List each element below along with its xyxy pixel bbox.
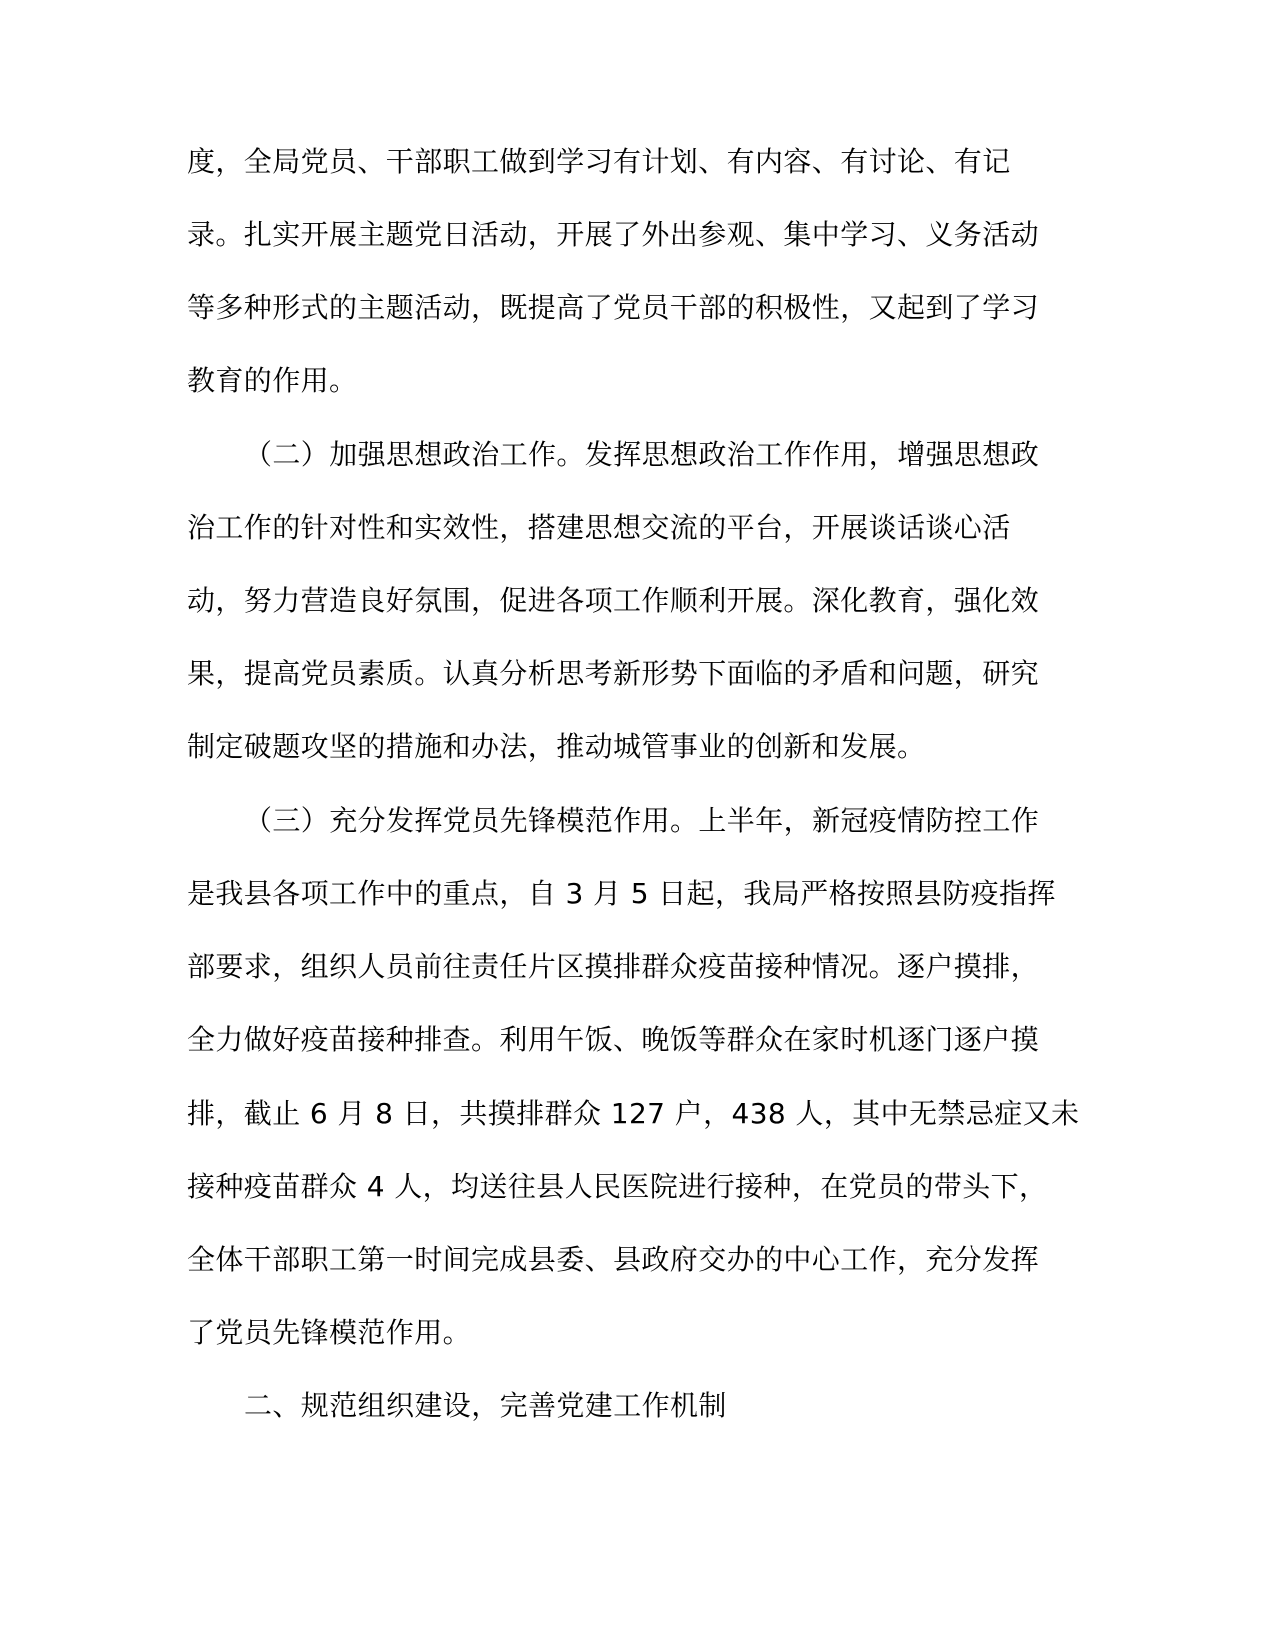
text-line: 教育的作用。	[187, 364, 358, 397]
text-line: 度，全局党员、干部职工做到学习有计划、有内容、有讨论、有记	[187, 145, 1011, 178]
text-line: （三）充分发挥党员先锋模范作用。上半年，新冠疫情防控工作	[244, 804, 1040, 837]
text-line: 部要求，组织人员前往责任片区摸排群众疫苗接种情况。逐户摸排，	[187, 950, 1040, 983]
text-line: 接种疫苗群众 4 人，均送往县人民医院进行接种，在党员的带头下，	[187, 1170, 1048, 1203]
text-line: 了党员先锋模范作用。	[187, 1316, 472, 1349]
text-line: 动，努力营造良好氛围，促进各项工作顺利开展。深化教育，强化效	[187, 584, 1040, 617]
text-line: 制定破题攻坚的措施和办法，推动城管事业的创新和发展。	[187, 730, 926, 763]
text-line: （二）加强思想政治工作。发挥思想政治工作作用，增强思想政	[244, 438, 1040, 471]
text-line: 是我县各项工作中的重点，自 3 月 5 日起，我局严格按照县防疫指挥	[187, 877, 1056, 910]
text-line: 录。扎实开展主题党日活动，开展了外出参观、集中学习、义务活动	[187, 218, 1040, 251]
section-heading: 二、规范组织建设，完善党建工作机制	[244, 1389, 727, 1422]
text-line: 治工作的针对性和实效性，搭建思想交流的平台，开展谈话谈心活	[187, 511, 1011, 544]
text-line: 等多种形式的主题活动，既提高了党员干部的积极性，又起到了学习	[187, 291, 1040, 324]
text-line: 果，提高党员素质。认真分析思考新形势下面临的矛盾和问题，研究	[187, 657, 1040, 690]
text-line: 全力做好疫苗接种排查。利用午饭、晚饭等群众在家时机逐门逐户摸	[187, 1023, 1040, 1056]
text-line: 排，截止 6 月 8 日，共摸排群众 127 户，438 人，其中无禁忌症又未	[187, 1097, 1080, 1130]
text-line: 全体干部职工第一时间完成县委、县政府交办的中心工作，充分发挥	[187, 1243, 1040, 1276]
